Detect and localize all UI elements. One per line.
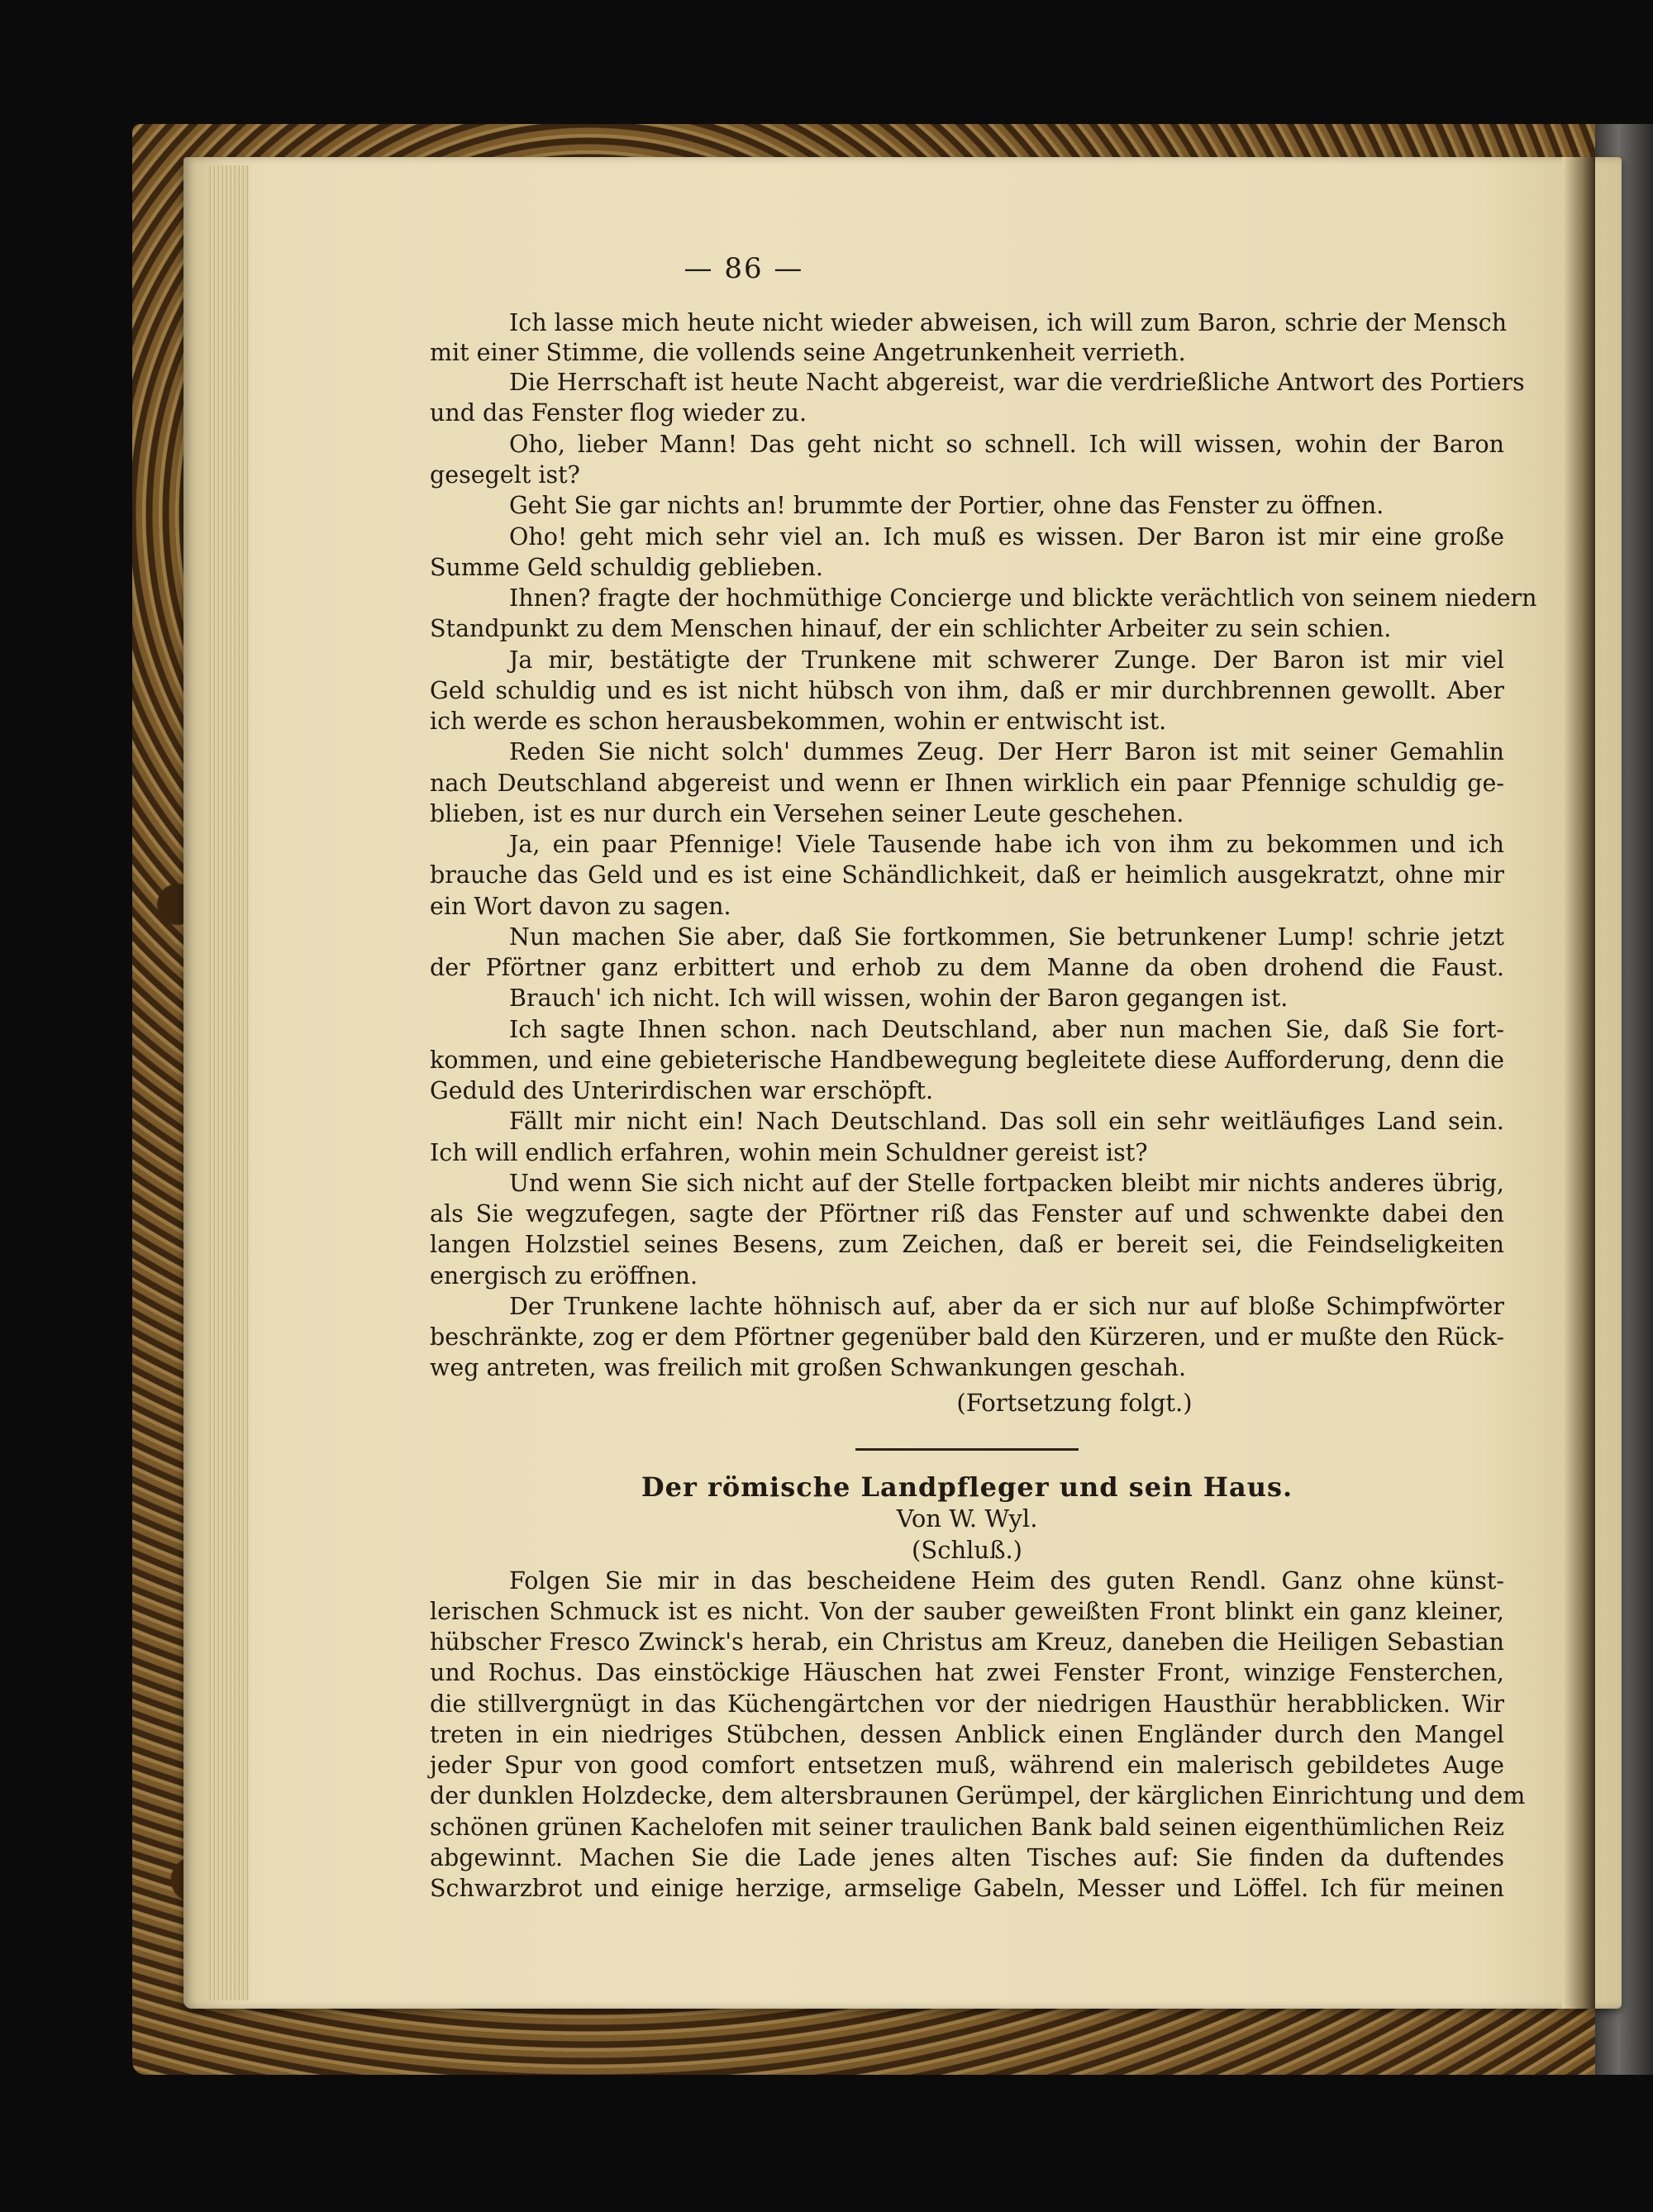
article-byline: Von W. Wyl. — [896, 1504, 1038, 1533]
continuation-note: (Fortsetzung folgt.) — [956, 1389, 1193, 1417]
text-line: ein Wort davon zu sagen. — [430, 893, 731, 920]
text-line: Ja, ein paar Pfennige! Viele Tausende habe ich von ihm zu bekommen und ich — [509, 831, 1504, 858]
text-line: ich werde es schon herausbekommen, wohin er entwischt ist. — [430, 708, 1167, 735]
text-line: lerischen Schmuck ist es nicht. Von der sauber geweißten Front blinkt ein ganz kleiner, — [430, 1598, 1504, 1625]
text-line: Oho, lieber Mann! Das geht nicht so schnell. Ich will wissen, wohin der Baron — [509, 431, 1504, 458]
text-line: Summe Geld schuldig geblieben. — [430, 554, 823, 581]
text-line: nach Deutschland abgereist und wenn er Ihnen wirklich ein paar Pfennige schuldig ge- — [430, 770, 1504, 797]
text-line: Ihnen? fragte der hochmüthige Concierge und blickte verächtlich von seinem niedern — [509, 584, 1537, 612]
text-line: Ich lasse mich heute nicht wieder abweisen, ich will zum Baron, schrie der Mensch — [509, 309, 1508, 336]
text-line: abgewinnt. Machen Sie die Lade jenes alten Tisches auf: Sie finden da duftendes — [430, 1844, 1504, 1871]
text-line: und Rochus. Das einstöckige Häuschen hat zwei Fenster Front, winzige Fensterchen, — [430, 1659, 1504, 1686]
text-line: Der Trunkene lachte höhnisch auf, aber da er sich nur auf bloße Schimpfwörter — [509, 1293, 1504, 1320]
text-line: mit einer Stimme, die vollends seine Angetrunkenheit verrieth. — [430, 339, 1186, 366]
text-line: Oho! geht mich sehr viel an. Ich muß es wissen. Der Baron ist mir eine große — [509, 523, 1504, 551]
text-line: hübscher Fresco Zwinck's herab, ein Christus am Kreuz, daneben die Heiligen Sebastian — [430, 1628, 1504, 1656]
text-line: Reden Sie nicht solch' dummes Zeug. Der Herr Baron ist mit seiner Gemahlin — [509, 738, 1504, 765]
text-line: Schwarzbrot und einige herzige, armselige Gabeln, Messer und Löffel. Ich für meinen — [430, 1875, 1504, 1902]
text-line: Standpunkt zu dem Menschen hinauf, der ein schlichter Arbeiter zu sein schien. — [430, 615, 1392, 642]
text-line: Ich will endlich erfahren, wohin mein Schuldner gereist ist? — [430, 1139, 1148, 1166]
text-line: Ich sagte Ihnen schon. nach Deutschland, aber nun machen Sie, daß Sie fort- — [509, 1016, 1504, 1043]
text-line: weg antreten, was freilich mit großen Schwankungen geschah. — [430, 1354, 1187, 1381]
text-line: und das Fenster flog wieder zu. — [430, 399, 807, 427]
article-title: Der römische Landpfleger und sein Haus. — [641, 1471, 1293, 1503]
text-line: beschränkte, zog er dem Pförtner gegenüber bald den Kürzeren, und er mußte den Rück- — [430, 1323, 1504, 1351]
text-line: Nun machen Sie aber, daß Sie fortkommen, Sie betrunkener Lump! schrie jetzt — [509, 923, 1504, 951]
article-subtitle: (Schluß.) — [912, 1536, 1022, 1564]
section-divider — [855, 1448, 1079, 1451]
text-line: Brauch' ich nicht. Ich will wissen, wohin der Baron gegangen ist. — [509, 984, 1289, 1012]
text-line: Die Herrschaft ist heute Nacht abgereist, war die verdrießliche Antwort des Portiers — [509, 369, 1525, 396]
page-fore-edge — [208, 165, 250, 2000]
text-line: schönen grünen Kachelofen mit seiner traulichen Bank bald seinen eigenthümlichen Reiz — [430, 1814, 1504, 1841]
text-line: brauche das Geld und es ist eine Schändlichkeit, daß er heimlich ausgekratzt, ohne mir — [430, 861, 1504, 889]
text-line: jeder Spur von good comfort entsetzen muß, während ein malerisch gebildetes Auge — [430, 1752, 1504, 1779]
text-line: treten in ein niedriges Stübchen, dessen Anblick einen Engländer durch den Mangel — [430, 1721, 1504, 1748]
text-line: energisch zu eröffnen. — [430, 1262, 698, 1290]
text-line: Ja mir, bestätigte der Trunkene mit schwerer Zunge. Der Baron ist mir viel — [509, 646, 1504, 674]
text-line: der Pförtner ganz erbittert und erhob zu dem Manne da oben drohend die Faust. — [430, 954, 1504, 981]
text-line: gesegelt ist? — [430, 461, 580, 489]
text-line: langen Holzstiel seines Besens, zum Zeichen, daß er bereit sei, die Feindseligkeiten — [430, 1231, 1504, 1258]
page-number: — 86 — — [684, 252, 804, 285]
text-line: als Sie wegzufegen, sagte der Pförtner riß das Fenster auf und schwenkte dabei den — [430, 1200, 1504, 1228]
text-line: kommen, und eine gebieterische Handbewegung begleitete diese Aufforderung, denn die — [430, 1046, 1504, 1074]
text-line: Folgen Sie mir in das bescheidene Heim des guten Rendl. Ganz ohne künst- — [509, 1567, 1504, 1595]
text-line: blieben, ist es nur durch ein Versehen seiner Leute geschehen. — [430, 800, 1184, 827]
text-line: die stillvergnügt in das Küchengärtchen vor der niedrigen Hausthür herabblicken. Wir — [430, 1690, 1504, 1718]
text-line: Und wenn Sie sich nicht auf der Stelle fortpacken bleibt mir nichts anderes übrig, — [509, 1170, 1504, 1197]
text-line: Geduld des Unterirdischen war erschöpft. — [430, 1077, 934, 1104]
text-line: Geht Sie gar nichts an! brummte der Portier, ohne das Fenster zu öffnen. — [509, 492, 1384, 519]
text-line: Fällt mir nicht ein! Nach Deutschland. Das soll ein sehr weitläufiges Land sein. — [509, 1108, 1504, 1135]
text-line: Geld schuldig und es ist nicht hübsch von ihm, daß er mir durchbrennen gewollt. Aber — [430, 677, 1504, 704]
text-line: der dunklen Holzdecke, dem altersbraunen Gerümpel, der kärglichen Einrichtung und dem — [430, 1782, 1526, 1809]
book-gutter — [1562, 157, 1595, 2009]
